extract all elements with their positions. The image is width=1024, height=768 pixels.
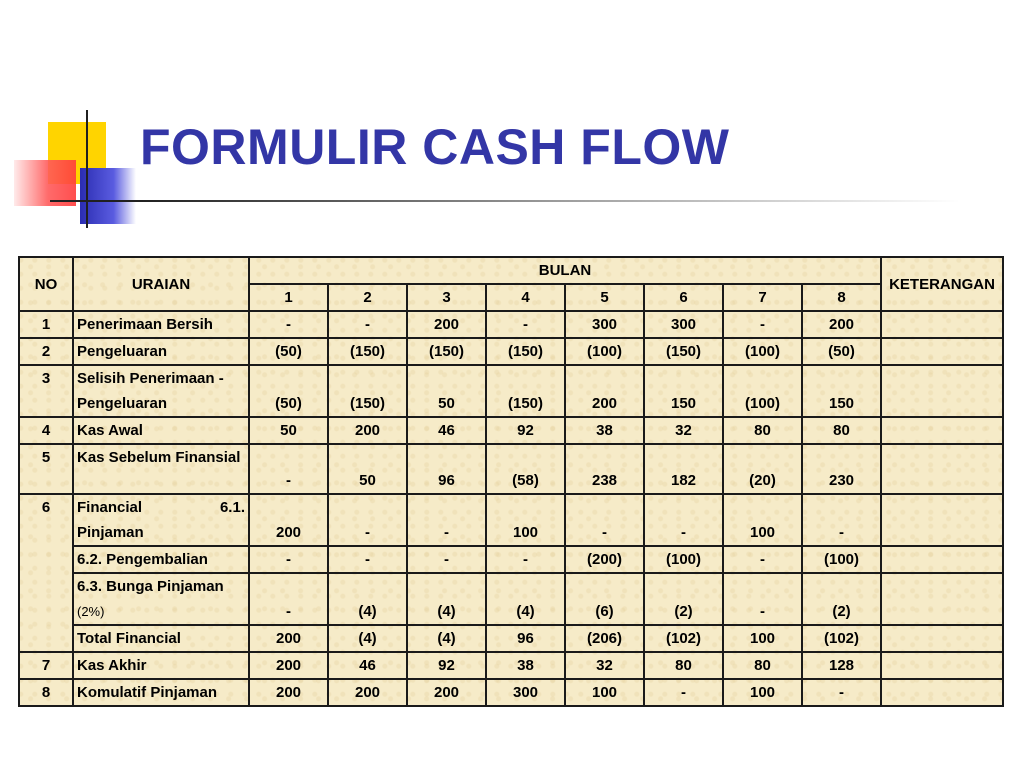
uraian-line1: Kas Akhir [77,657,147,674]
cell-keterangan [881,311,1003,338]
cell-keterangan [881,573,1003,625]
cell-month-8: (50) [802,338,881,365]
table-row [19,625,1003,652]
cell-month-7: (20) [723,444,802,494]
row-uraian [73,652,249,679]
cell-month-7: 100 [723,494,802,546]
header-month-1: 1 [249,284,328,311]
row-no: 2 [19,338,73,365]
cell-month-7: 100 [723,625,802,652]
row-uraian [73,311,249,338]
table-row [19,546,1003,573]
cash-flow-table-container [18,256,1002,707]
cell-month-6: (100) [644,546,723,573]
cell-month-4: 38 [486,652,565,679]
table-row [19,365,1003,417]
cell-month-5: 100 [565,679,644,706]
row-no: 5 [19,444,73,494]
cell-keterangan [881,546,1003,573]
uraian-line2: Pinjaman [77,524,144,541]
cell-month-1: 200 [249,494,328,546]
header-month-6: 6 [644,284,723,311]
cell-month-4: (58) [486,444,565,494]
cell-month-2: (4) [328,573,407,625]
cell-month-8: (102) [802,625,881,652]
cell-month-3: 96 [407,444,486,494]
cell-month-7: - [723,573,802,625]
row-no: 1 [19,311,73,338]
cell-month-3: 50 [407,365,486,417]
cell-month-2: 46 [328,652,407,679]
cell-month-7: (100) [723,365,802,417]
cell-month-2: (150) [328,365,407,417]
cell-month-2: 50 [328,444,407,494]
cell-month-4: 96 [486,625,565,652]
cell-month-8: 128 [802,652,881,679]
cell-month-2: (4) [328,625,407,652]
cell-month-4: (150) [486,365,565,417]
cell-keterangan [881,679,1003,706]
uraian-line1: Komulatif Pinjaman [77,684,218,701]
cell-month-1: (50) [249,365,328,417]
uraian-line1: Selisih Penerimaan - [77,370,224,387]
table-row [19,652,1003,679]
uraian-line1-left: Financial [77,499,143,516]
cell-month-2: (150) [328,338,407,365]
cell-month-4: (4) [486,573,565,625]
page-title: FORMULIR CASH FLOW [140,119,730,175]
row-uraian [73,417,249,444]
cell-month-3: 200 [407,311,486,338]
table-row [19,494,1003,546]
cell-keterangan [881,444,1003,494]
cell-keterangan [881,365,1003,417]
uraian-line1: Penerimaan Bersih [77,316,213,333]
cell-month-2: - [328,494,407,546]
cell-month-1: 200 [249,625,328,652]
uraian-line1: 6.3. Bunga Pinjaman [77,578,224,595]
cell-month-6: (102) [644,625,723,652]
cell-month-1: - [249,444,328,494]
cell-month-7: - [723,546,802,573]
row-uraian [73,494,249,546]
table-row [19,311,1003,338]
cell-month-5: (6) [565,573,644,625]
cell-month-4: - [486,546,565,573]
table-row [19,338,1003,365]
cell-month-4: 100 [486,494,565,546]
row-no: 8 [19,679,73,706]
cell-month-2: 200 [328,679,407,706]
cell-keterangan [881,625,1003,652]
cell-month-3: - [407,546,486,573]
uraian-line1: Pengeluaran [77,343,168,360]
header-keterangan: KETERANGAN [881,257,1003,311]
cell-month-5: 200 [565,365,644,417]
table-row [19,679,1003,706]
uraian-line1-right: 6.1. [219,499,245,516]
cell-month-8: 80 [802,417,881,444]
cell-month-6: 300 [644,311,723,338]
row-uraian [73,573,249,625]
header-no: NO [19,257,73,311]
cell-month-6: - [644,494,723,546]
cell-month-4: - [486,311,565,338]
cell-month-1: 200 [249,652,328,679]
cell-month-5: (206) [565,625,644,652]
cell-month-5: (100) [565,338,644,365]
cell-month-8: - [802,679,881,706]
cell-month-8: 150 [802,365,881,417]
cell-month-6: 182 [644,444,723,494]
header-month-7: 7 [723,284,802,311]
cell-month-6: 32 [644,417,723,444]
header-month-8: 8 [802,284,881,311]
uraian-line1: 6.2. Pengembalian [77,551,208,568]
decor-vertical-line [86,110,88,228]
cell-keterangan [881,494,1003,546]
row-no: 4 [19,417,73,444]
cell-month-6: 80 [644,652,723,679]
cell-month-8: 230 [802,444,881,494]
header-bulan: BULAN [249,257,881,284]
cell-month-7: 80 [723,652,802,679]
cell-month-3: 200 [407,679,486,706]
cell-month-8: (100) [802,546,881,573]
cell-month-5: 238 [565,444,644,494]
cell-month-3: 92 [407,652,486,679]
cell-month-1: 50 [249,417,328,444]
uraian-line1: Kas Sebelum Finansial [77,449,241,466]
cell-month-1: - [249,573,328,625]
header-month-2: 2 [328,284,407,311]
cell-month-1: - [249,546,328,573]
decor-blue-square [80,168,136,224]
cell-month-7: 100 [723,679,802,706]
cell-month-3: - [407,494,486,546]
cell-month-5: - [565,494,644,546]
row-uraian [73,679,249,706]
cell-month-8: - [802,494,881,546]
cell-month-2: - [328,546,407,573]
row-uraian [73,546,249,573]
cell-month-1: - [249,311,328,338]
cell-month-3: (4) [407,625,486,652]
cell-month-1: (50) [249,338,328,365]
cell-month-5: 300 [565,311,644,338]
row-uraian [73,338,249,365]
cell-month-2: - [328,311,407,338]
uraian-line1: Total Financial [77,630,181,647]
header-uraian: URAIAN [73,257,249,311]
cell-month-3: (4) [407,573,486,625]
decor-horizontal-line [50,200,960,202]
cell-month-7: (100) [723,338,802,365]
cell-month-3: (150) [407,338,486,365]
row-uraian [73,365,249,417]
cell-month-6: (150) [644,338,723,365]
cell-month-5: 32 [565,652,644,679]
cell-month-4: 92 [486,417,565,444]
cash-flow-table [18,256,1004,707]
cell-month-7: - [723,311,802,338]
row-no: 3 [19,365,73,417]
cell-month-1: 200 [249,679,328,706]
cell-month-6: 150 [644,365,723,417]
uraian-line2: (2%) [77,604,105,619]
row-uraian [73,444,249,494]
row-no: 6 [19,494,73,652]
table-row [19,417,1003,444]
cell-keterangan [881,417,1003,444]
cell-keterangan [881,338,1003,365]
cell-month-6: - [644,679,723,706]
cell-month-4: 300 [486,679,565,706]
cell-month-5: (200) [565,546,644,573]
cell-month-8: 200 [802,311,881,338]
cell-month-4: (150) [486,338,565,365]
uraian-line1: Kas Awal [77,422,143,439]
header-month-3: 3 [407,284,486,311]
cell-month-8: (2) [802,573,881,625]
header-month-5: 5 [565,284,644,311]
table-row [19,573,1003,625]
table-row [19,444,1003,494]
row-uraian [73,625,249,652]
cell-month-5: 38 [565,417,644,444]
cell-keterangan [881,652,1003,679]
cell-month-2: 200 [328,417,407,444]
cell-month-7: 80 [723,417,802,444]
cell-month-6: (2) [644,573,723,625]
cell-month-3: 46 [407,417,486,444]
row-no: 7 [19,652,73,679]
header-month-4: 4 [486,284,565,311]
uraian-line2: Pengeluaran [77,395,168,412]
